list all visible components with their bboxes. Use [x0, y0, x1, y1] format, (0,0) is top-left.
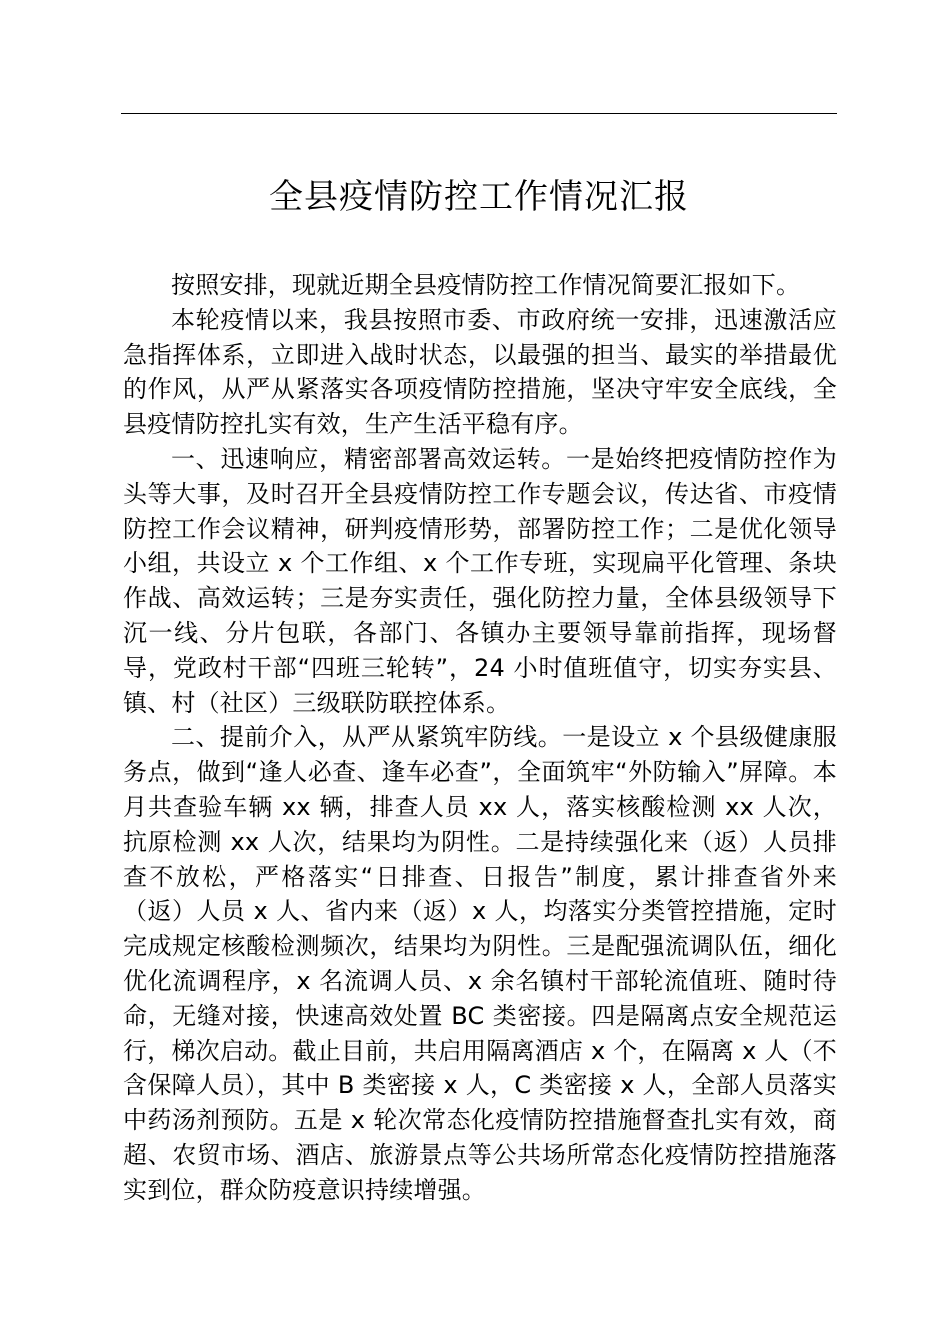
paragraph-intro: 按照安排，现就近期全县疫情防控工作情况简要汇报如下。	[171, 271, 801, 299]
document-title: 全县疫情防控工作情况汇报	[269, 177, 689, 217]
document-body	[123, 268, 837, 1208]
paragraph-section-two: 二、提前介入，从严从紧筑牢防线。一是设立 x 个县级健康服务点，做到“逢人必查、逢车必查”，全面筑牢“外防输入”屏障。本月共查验车辆 xx 辆，排查人员 xx 人，落实核酸检测 xx 人次，抗原检测 xx 人次，结果均为阴性。二是持续强化来（返）人员排查不放松，严格落实“日排查、日报告”制度，累计排查省外来（返）人员 x 人、省内来（返）x 人，均落实分类管控措施，定时完成规定核酸检测频次，结果均为阴性。三是配强流调队伍，细化优化流调程序，x 名流调人员、x 余名镇村干部轮流值班、随时待命，无缝对接，快速高效处置 BC 类密接。四是隔离点安全规范运行，梯次启动。截止目前，共启用隔离酒店 x 个，在隔离 x 人（不含保障人员），其中 B 类密接 x 人，C 类密接 x 人，全部人员落实中药汤剂预防。五是 x 轮次常态化疫情防控措施督查扎实有效，商超、农贸市场、酒店、旅游景点等公共场所常态化疫情防控措施落实到位，群众防疫意识持续增强。	[123, 723, 837, 1204]
paragraph-overview: 本轮疫情以来，我县按照市委、市政府统一安排，迅速激活应急指挥体系，立即进入战时状态，以最强的担当、最实的举措最优的作风，从严从紧落实各项疫情防控措施，坚决守牢安全底线，全县疫情防控扎实有效，生产生活平稳有序。	[123, 305, 837, 439]
header-rule	[121, 113, 837, 114]
paragraph-section-one: 一、迅速响应，精密部署高效运转。一是始终把疫情防控作为头等大事，及时召开全县疫情防控工作专题会议，传达省、市疫情防控工作会议精神，研判疫情形势，部署防控工作；二是优化领导小组，共设立 x 个工作组、x 个工作专班，实现扁平化管理、条块作战、高效运转；三是夯实责任，强化防控力量，全体县级领导下沉一线、分片包联，各部门、各镇办主要领导靠前指挥，现场督导，党政村干部“四班三轮转”，24 小时值班值守，切实夯实县、镇、村（社区）三级联防联控体系。	[123, 444, 837, 717]
